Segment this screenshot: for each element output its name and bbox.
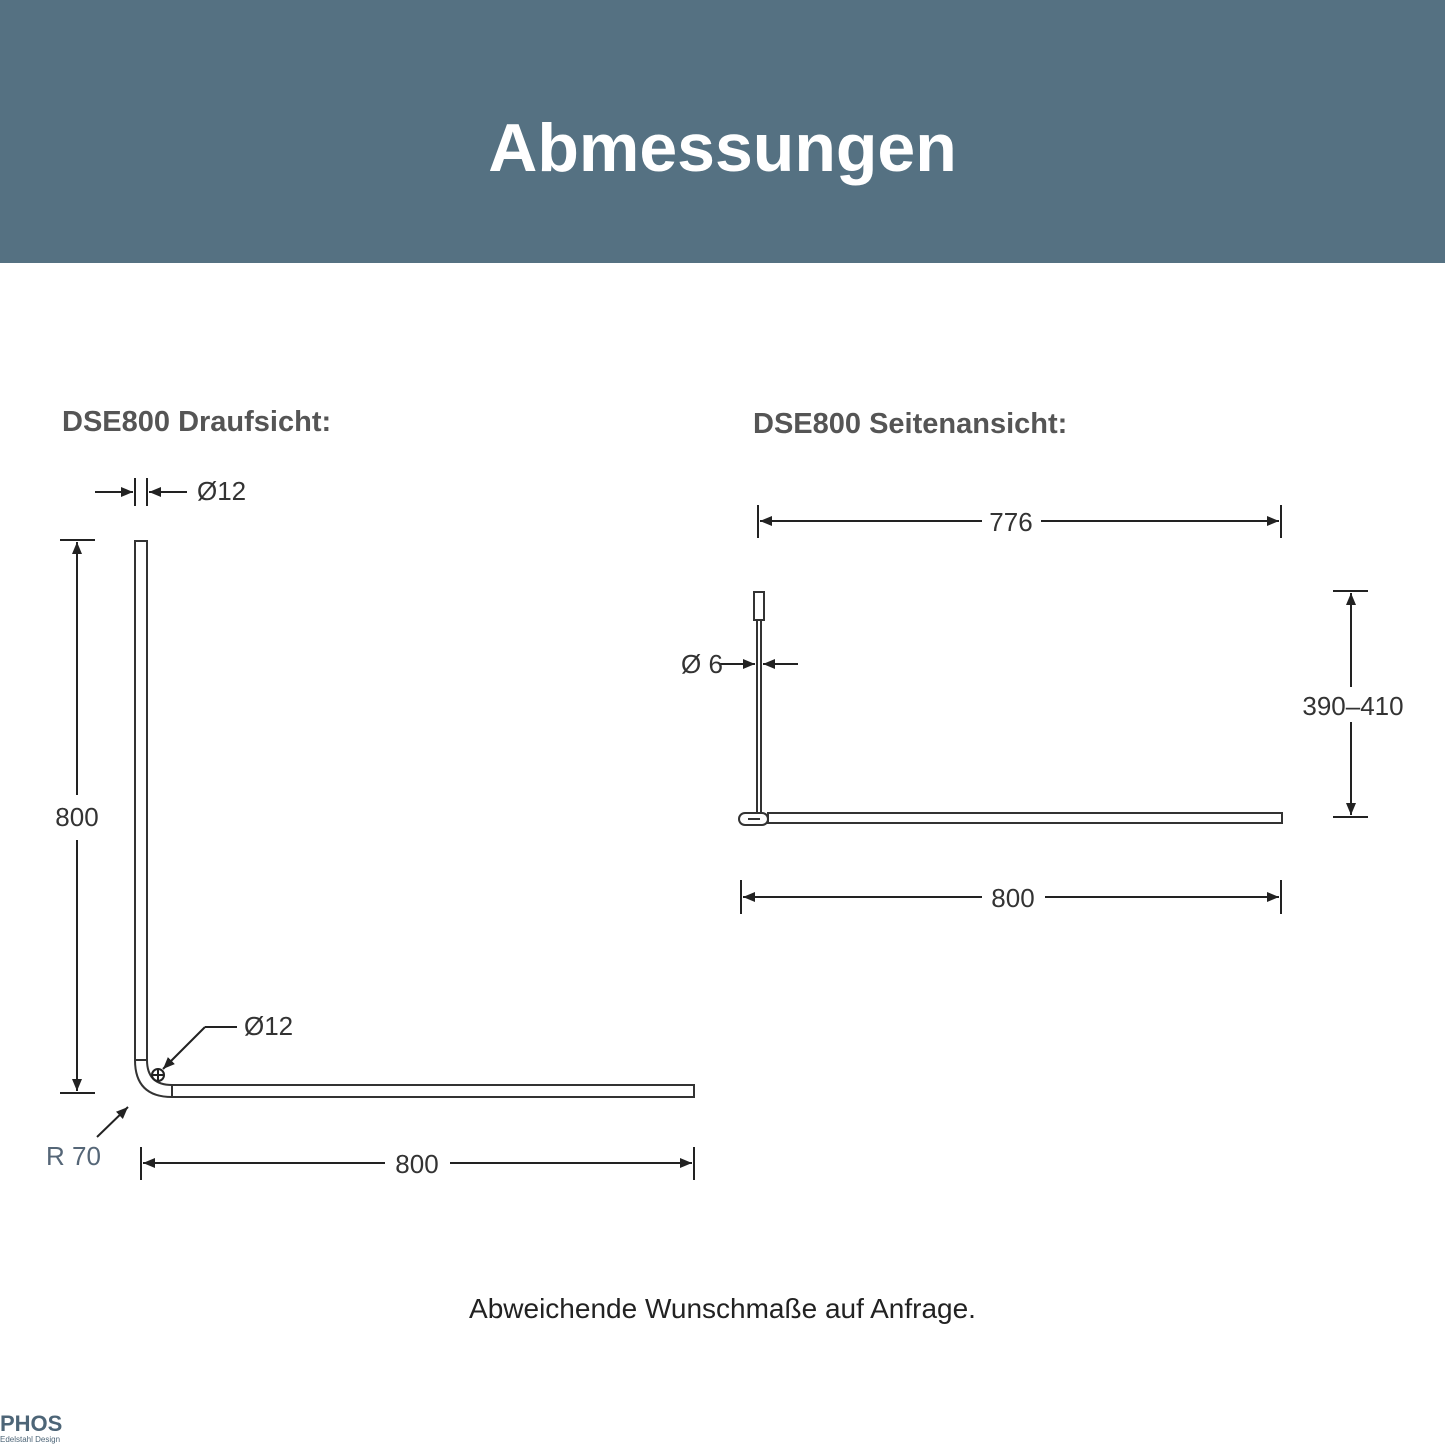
- side-view-bottom-length-label: 800: [991, 883, 1035, 913]
- page-title: Abmessungen: [488, 110, 957, 186]
- brand-logo: [0, 1413, 80, 1444]
- side-view-top-length-label: 776: [989, 507, 1033, 537]
- side-view-rod-diameter-label: Ø 6: [681, 649, 723, 679]
- top-view-radius-label: R 70: [46, 1141, 101, 1171]
- top-view-height-label: 800: [55, 802, 99, 832]
- side-view-height-label: 390–410: [1302, 691, 1404, 721]
- brand-name: PHOS: [0, 1411, 63, 1436]
- brand-tagline: Edelstahl Design: [0, 1435, 61, 1444]
- top-view-diameter-label: Ø12: [197, 476, 247, 506]
- top-view-diameter-dimension: [95, 478, 187, 506]
- top-view-corner-diameter-label: Ø12: [244, 1011, 294, 1041]
- top-view-radius-leader: [97, 1107, 128, 1137]
- side-view-title: DSE800 Seitenansicht:: [753, 408, 1068, 440]
- side-view-bar: [739, 592, 1282, 825]
- top-view-bar: [135, 541, 694, 1097]
- top-view-corner-leader: [152, 1027, 237, 1081]
- top-view-title: DSE800 Draufsicht:: [62, 406, 332, 438]
- top-view-width-label: 800: [395, 1149, 439, 1179]
- custom-size-note: Abweichende Wunschmaße auf Anfrage.: [469, 1293, 976, 1324]
